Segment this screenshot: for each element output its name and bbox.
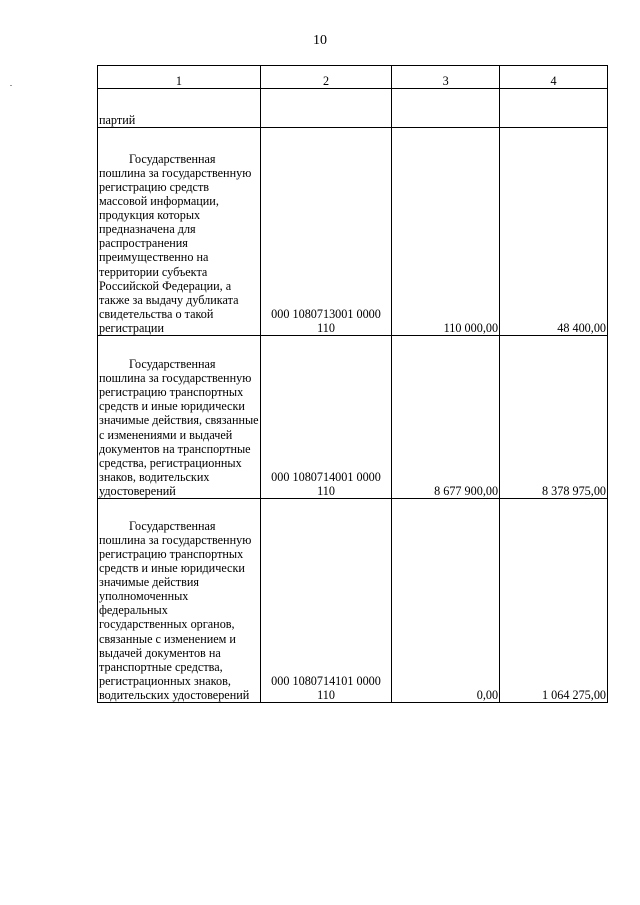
- row-code-line1: 000 1080713001 0000: [271, 306, 381, 321]
- row-col3-cell: 0,00: [392, 499, 500, 703]
- row-col4-cell: 8 378 975,00: [500, 336, 608, 499]
- table-row: [98, 499, 608, 703]
- budget-table: [97, 65, 608, 703]
- row-col3-cell: 110 000,00: [392, 128, 500, 336]
- row-name-first: Государственная: [129, 151, 216, 166]
- row-col4-cell: 48 400,00: [500, 128, 608, 336]
- row-name-rest: партий: [99, 112, 136, 127]
- row-code-cell: [260, 128, 391, 336]
- row-code-line2: 110: [317, 687, 335, 702]
- row-name-rest: пошлина за государственную регистрацию средств массовой информации, продукция которых предназначена для распространения преимущественно на территории субъекта Российской Федерации, а также за выдачу дубликата свидетельства о такой регистрации: [99, 165, 252, 335]
- row-name-cell: [98, 336, 261, 499]
- scan-mark: [10, 85, 12, 86]
- column-header-3: 3: [392, 66, 500, 89]
- row-name-first: Государственная: [129, 357, 216, 372]
- row-code-line1: 000 1080714101 0000: [271, 673, 381, 688]
- row-code-cell: [260, 499, 391, 703]
- row-col4-cell: [500, 89, 608, 128]
- row-col3-cell: 8 677 900,00: [392, 336, 500, 499]
- column-header-4: 4: [500, 66, 608, 89]
- table-row: [98, 89, 608, 128]
- row-code-line2: 110: [317, 483, 335, 498]
- row-col3-cell: [392, 89, 500, 128]
- row-name-rest: пошлина за государственную регистрацию транспортных средств и иные юридически значимые действия, связанные с изменениями и выдачей документов на транспортные средства, регистрационных знаков, водительских удостоверений: [99, 371, 259, 498]
- table-row: [98, 128, 608, 336]
- row-code-line1: 000 1080714001 0000: [271, 469, 381, 484]
- row-code-cell: [260, 89, 391, 128]
- row-name-first: Государственная: [129, 518, 216, 533]
- column-header-1: 1: [98, 66, 261, 89]
- row-code-line2: 110: [317, 320, 335, 335]
- row-name-cell: [98, 89, 261, 128]
- table-header-row: [98, 66, 608, 89]
- row-name-rest: пошлина за государственную регистрацию транспортных средств и иные юридически значимые действия уполномоченных федеральных государственных органов, связанные с изменением и выдачей документов на транспортные средства, регистрационных знаков, водительских удостоверений: [99, 532, 252, 702]
- table-row: [98, 336, 608, 499]
- column-header-2: 2: [260, 66, 391, 89]
- row-name-cell: [98, 499, 261, 703]
- row-col4-cell: 1 064 275,00: [500, 499, 608, 703]
- row-name-cell: [98, 128, 261, 336]
- page-number: 10: [313, 33, 327, 48]
- row-code-cell: [260, 336, 391, 499]
